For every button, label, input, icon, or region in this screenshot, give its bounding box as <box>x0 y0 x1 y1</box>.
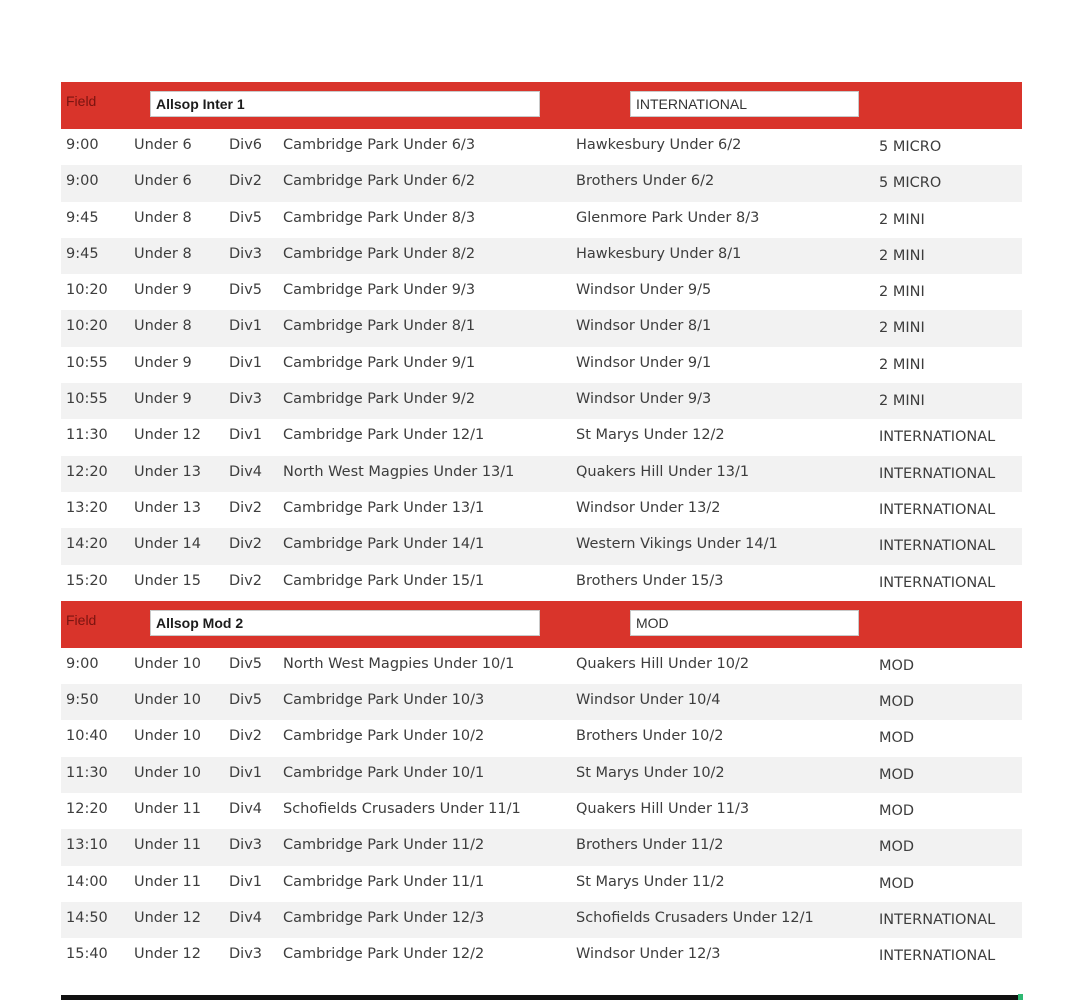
field-label: Field <box>66 611 97 628</box>
game-age-group: Under 11 <box>134 873 201 890</box>
game-division: Div6 <box>229 137 263 153</box>
game-home-team: Cambridge Park Under 10/1 <box>283 764 485 781</box>
table-row <box>61 202 1022 238</box>
game-age-group: Under 9 <box>134 282 192 299</box>
game-home-team: Cambridge Park Under 6/3 <box>283 137 476 153</box>
games-list <box>61 129 1022 601</box>
game-age-group: Under 11 <box>134 801 201 818</box>
table-row <box>61 165 1022 201</box>
game-division: Div3 <box>229 391 263 408</box>
game-home-team: Cambridge Park Under 8/2 <box>283 245 476 262</box>
game-division: Div1 <box>229 873 263 890</box>
game-home-team: Cambridge Park Under 13/1 <box>283 499 485 516</box>
game-away-team: Windsor Under 8/1 <box>576 318 712 335</box>
table-row <box>61 310 1022 346</box>
game-division: Div5 <box>229 692 263 709</box>
game-away-team: Brothers Under 10/2 <box>576 728 724 745</box>
table-row <box>61 419 1022 455</box>
game-age-group: Under 13 <box>134 463 201 480</box>
game-division: Div1 <box>229 427 263 444</box>
game-age-group: Under 9 <box>134 391 192 408</box>
game-division: Div1 <box>229 318 263 335</box>
game-away-team: Windsor Under 10/4 <box>576 692 721 709</box>
game-home-team: Schofields Crusaders Under 11/1 <box>283 801 521 818</box>
game-division: Div1 <box>229 354 263 371</box>
field-label: Field <box>66 93 97 109</box>
table-row <box>61 238 1022 274</box>
game-time: 13:10 <box>66 837 108 854</box>
game-age-group: Under 10 <box>134 728 201 745</box>
game-division: Div3 <box>229 837 263 854</box>
game-home-team: Cambridge Park Under 12/2 <box>283 946 485 963</box>
game-age-group: Under 15 <box>134 572 201 589</box>
table-row <box>61 684 1022 720</box>
game-format: INTERNATIONAL <box>879 501 996 518</box>
game-away-team: Quakers Hill Under 10/2 <box>576 655 750 672</box>
game-away-team: Glenmore Park Under 8/3 <box>576 209 760 226</box>
game-age-group: Under 11 <box>134 837 201 854</box>
game-time: 12:20 <box>66 801 108 818</box>
game-time: 13:20 <box>66 499 108 516</box>
game-age-group: Under 9 <box>134 354 192 371</box>
game-format: INTERNATIONAL <box>879 948 996 965</box>
game-age-group: Under 12 <box>134 909 201 926</box>
field-name-box <box>150 610 540 636</box>
game-division: Div5 <box>229 282 263 299</box>
game-home-team: Cambridge Park Under 12/1 <box>283 427 485 444</box>
game-home-team: North West Magpies Under 13/1 <box>283 463 515 480</box>
game-age-group: Under 12 <box>134 427 201 444</box>
game-time: 11:30 <box>66 427 108 444</box>
game-time: 11:30 <box>66 764 108 781</box>
field-name: Allsop Mod 2 <box>156 614 244 631</box>
game-format: 5 MICRO <box>879 139 942 155</box>
game-age-group: Under 12 <box>134 946 201 963</box>
bottom-accent-mark <box>1018 994 1023 1000</box>
game-division: Div3 <box>229 245 263 262</box>
table-row <box>61 129 1022 165</box>
game-age-group: Under 8 <box>134 245 192 262</box>
game-time: 15:20 <box>66 572 108 589</box>
table-row <box>61 757 1022 793</box>
bottom-divider <box>61 995 1022 1000</box>
game-time: 14:50 <box>66 909 108 926</box>
game-time: 9:50 <box>66 692 99 709</box>
game-time: 14:00 <box>66 873 108 890</box>
game-format: 2 MINI <box>879 211 925 228</box>
game-format: INTERNATIONAL <box>879 574 996 591</box>
game-format: MOD <box>879 730 915 747</box>
game-time: 10:20 <box>66 318 108 335</box>
game-division: Div5 <box>229 655 263 672</box>
game-age-group: Under 6 <box>134 173 192 190</box>
game-age-group: Under 14 <box>134 536 201 553</box>
game-away-team: Quakers Hill Under 13/1 <box>576 463 750 480</box>
game-away-team: Brothers Under 6/2 <box>576 173 715 190</box>
game-time: 15:40 <box>66 946 108 963</box>
game-away-team: Schofields Crusaders Under 12/1 <box>576 909 814 926</box>
game-away-team: Windsor Under 9/3 <box>576 391 712 408</box>
game-away-team: Hawkesbury Under 8/1 <box>576 245 742 262</box>
game-home-team: Cambridge Park Under 11/2 <box>283 837 485 854</box>
game-home-team: Cambridge Park Under 9/3 <box>283 282 476 299</box>
game-time: 12:20 <box>66 463 108 480</box>
game-home-team: Cambridge Park Under 11/1 <box>283 873 485 890</box>
field-type-box <box>630 91 859 117</box>
game-time: 10:40 <box>66 728 108 745</box>
table-row <box>61 648 1022 684</box>
game-time: 10:20 <box>66 282 108 299</box>
game-format: 5 MICRO <box>879 175 942 192</box>
table-row <box>61 902 1022 938</box>
game-away-team: Quakers Hill Under 11/3 <box>576 801 750 818</box>
game-time: 10:55 <box>66 391 108 408</box>
game-home-team: Cambridge Park Under 15/1 <box>283 572 485 589</box>
field-name-box <box>150 91 540 117</box>
game-division: Div5 <box>229 209 263 226</box>
game-away-team: Western Vikings Under 14/1 <box>576 536 778 553</box>
game-away-team: St Marys Under 11/2 <box>576 873 725 890</box>
game-away-team: Brothers Under 11/2 <box>576 837 724 854</box>
game-home-team: Cambridge Park Under 12/3 <box>283 909 485 926</box>
game-format: 2 MINI <box>879 393 925 410</box>
field-type-box <box>630 610 859 636</box>
game-division: Div4 <box>229 463 263 480</box>
game-format: 2 MINI <box>879 247 925 264</box>
game-age-group: Under 10 <box>134 764 201 781</box>
game-format: 2 MINI <box>879 284 925 301</box>
table-row <box>61 565 1022 601</box>
game-away-team: Windsor Under 9/1 <box>576 354 712 371</box>
table-row <box>61 274 1022 310</box>
table-row <box>61 492 1022 528</box>
game-home-team: North West Magpies Under 10/1 <box>283 655 515 672</box>
game-away-team: Brothers Under 15/3 <box>576 572 724 589</box>
game-division: Div2 <box>229 536 263 553</box>
game-format: INTERNATIONAL <box>879 429 996 446</box>
game-division: Div3 <box>229 946 263 963</box>
game-age-group: Under 10 <box>134 692 201 709</box>
table-row <box>61 347 1022 383</box>
game-time: 9:45 <box>66 209 99 226</box>
game-format: 2 MINI <box>879 320 925 337</box>
game-time: 9:00 <box>66 655 99 672</box>
field-block-allsop-inter-1 <box>61 82 1022 601</box>
game-format: 2 MINI <box>879 356 925 373</box>
field-block-allsop-mod-2 <box>61 601 1022 975</box>
game-home-team: Cambridge Park Under 8/1 <box>283 318 476 335</box>
field-header <box>61 601 1022 648</box>
field-type: INTERNATIONAL <box>636 96 747 112</box>
game-home-team: Cambridge Park Under 10/3 <box>283 692 485 709</box>
table-row <box>61 528 1022 564</box>
field-name: Allsop Inter 1 <box>156 96 245 112</box>
game-age-group: Under 8 <box>134 209 192 226</box>
game-home-team: Cambridge Park Under 9/2 <box>283 391 476 408</box>
game-format: INTERNATIONAL <box>879 538 996 555</box>
game-time: 14:20 <box>66 536 108 553</box>
game-away-team: St Marys Under 12/2 <box>576 427 725 444</box>
game-division: Div4 <box>229 909 263 926</box>
game-age-group: Under 8 <box>134 318 192 335</box>
game-away-team: St Marys Under 10/2 <box>576 764 725 781</box>
table-row <box>61 866 1022 902</box>
game-format: MOD <box>879 875 915 892</box>
game-away-team: Hawkesbury Under 6/2 <box>576 137 742 153</box>
game-division: Div2 <box>229 499 263 516</box>
game-format: MOD <box>879 657 915 674</box>
game-time: 9:00 <box>66 137 99 153</box>
game-time: 9:45 <box>66 245 99 262</box>
game-age-group: Under 13 <box>134 499 201 516</box>
table-row <box>61 720 1022 756</box>
game-home-team: Cambridge Park Under 14/1 <box>283 536 485 553</box>
game-home-team: Cambridge Park Under 6/2 <box>283 173 476 190</box>
table-row <box>61 456 1022 492</box>
field-type: MOD <box>636 614 669 631</box>
game-away-team: Windsor Under 12/3 <box>576 946 721 963</box>
games-list <box>61 648 1022 975</box>
table-row <box>61 938 1022 974</box>
table-row <box>61 793 1022 829</box>
game-format: MOD <box>879 839 915 856</box>
table-row <box>61 383 1022 419</box>
game-format: MOD <box>879 803 915 820</box>
game-time: 9:00 <box>66 173 99 190</box>
game-division: Div1 <box>229 764 263 781</box>
game-division: Div4 <box>229 801 263 818</box>
game-format: INTERNATIONAL <box>879 911 996 928</box>
game-division: Div2 <box>229 173 263 190</box>
game-home-team: Cambridge Park Under 9/1 <box>283 354 476 371</box>
game-home-team: Cambridge Park Under 10/2 <box>283 728 485 745</box>
game-home-team: Cambridge Park Under 8/3 <box>283 209 476 226</box>
game-division: Div2 <box>229 728 263 745</box>
game-away-team: Windsor Under 9/5 <box>576 282 712 299</box>
game-away-team: Windsor Under 13/2 <box>576 499 721 516</box>
game-age-group: Under 10 <box>134 655 201 672</box>
game-format: MOD <box>879 694 915 711</box>
field-header <box>61 82 1022 129</box>
fixture-sheet <box>61 82 1022 975</box>
game-division: Div2 <box>229 572 263 589</box>
game-age-group: Under 6 <box>134 137 192 153</box>
game-format: MOD <box>879 766 915 783</box>
game-format: INTERNATIONAL <box>879 465 996 482</box>
game-time: 10:55 <box>66 354 108 371</box>
table-row <box>61 829 1022 865</box>
